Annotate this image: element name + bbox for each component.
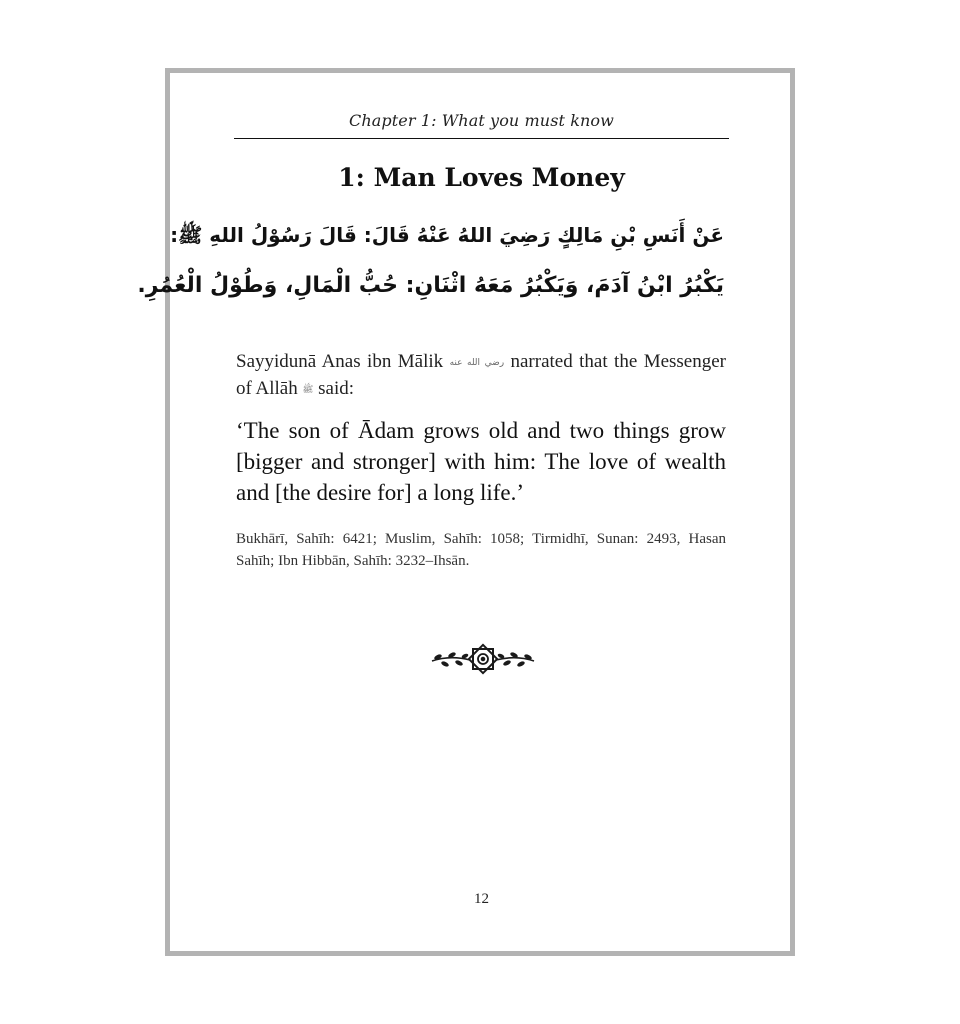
narration-part-2: narrated that the Messenger of Allāh: [236, 351, 726, 399]
hadith-translation: ‘The son of Ādam grows old and two things grow [bigger and stronger] with him: The love of wealth and [the desire for] a long life.’: [236, 418, 726, 505]
arabic-text-line-1: عَنْ أَنَسِ بْنِ مَالِكٍ رَضِيَ اللهُ عَنْهُ قَالَ: قَالَ رَسُوْلُ اللهِ ﷺ:: [170, 223, 724, 247]
honorific-radiallahu-icon: رضي الله عنه: [449, 358, 505, 368]
running-header: Chapter 1: What you must know: [349, 111, 614, 130]
honorific-salawat-icon: ﷺ: [302, 385, 314, 395]
section-title: 1: Man Loves Money: [338, 163, 625, 192]
narration-paragraph: [236, 349, 726, 403]
floral-ornament-icon: [428, 641, 538, 677]
page-number: 12: [474, 891, 489, 907]
arabic-text-line-2: يَكْبُرُ ابْنُ آدَمَ، وَيَكْبُرُ مَعَهُ اثْنَانِ: حُبُّ الْمَالِ، وَطُوْلُ الْعُمُرِ.: [137, 273, 724, 298]
header-rule: [234, 138, 729, 139]
book-page: [137, 68, 795, 956]
narration-part-3: said:: [313, 378, 355, 399]
narration-part-1: Sayyidunā Anas ibn Mālik: [236, 351, 450, 372]
hadith-reference: Bukhārī, Sahīh: 6421; Muslim, Sahīh: 1058; Tirmidhī, Sunan: 2493, Hasan Sahīh; Ibn Hibbān, Sahīh: 3232–Ihsān.: [236, 531, 726, 569]
